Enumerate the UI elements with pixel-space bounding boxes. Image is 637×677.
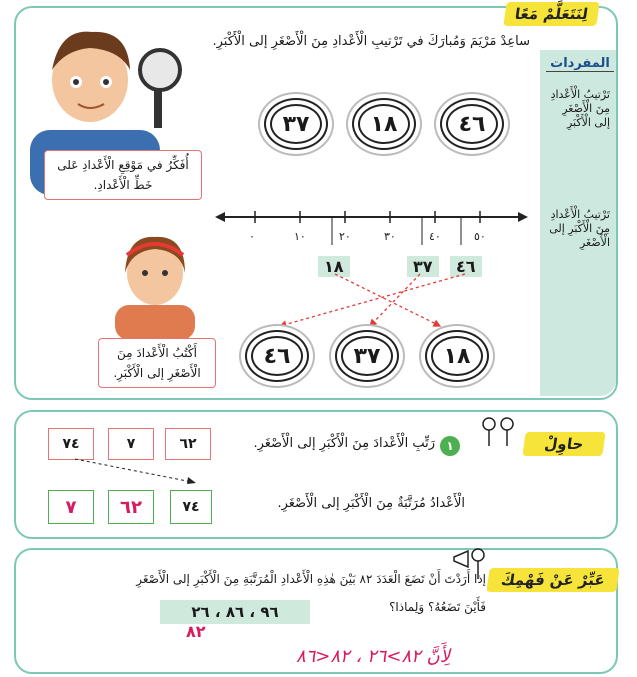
girl-thinking-illustration	[105, 225, 205, 340]
bottom-circle-1: ١٨	[425, 330, 489, 382]
answer-box-2: ٦٢	[108, 490, 154, 524]
question-badge: ١	[440, 436, 460, 456]
mapping-arrows	[260, 270, 490, 330]
try-arrow	[70, 456, 200, 486]
handwritten-answer: لِأَنَّ ٨٢>٢٦ ، ٨٢<٨٦	[295, 646, 450, 667]
girl-thought-note: أَكْتُبُ الْأَعْدادَ مِنَ الْأَصْغَرِ إلى الْأَكْبَرِ.	[98, 338, 216, 388]
express-question: إذا أَرَدْتَ أَنْ تَضَعَ الْعَدَدَ ٨٢ بَيْنَ هٰذِهِ الْأَعْدادِ الْمُرَتَّبَةِ مِنَ الْأَكْبَرِ إلى الْأَصْغَرِ	[136, 572, 486, 586]
given-number-74: ٧٤	[48, 428, 94, 460]
tick-label-0: ٠	[249, 230, 255, 243]
express-question-2: فَأَيْنَ تَضَعُهُ؟ وَلِماذا؟	[389, 600, 486, 614]
answer-box-1: ٧٤	[170, 490, 212, 524]
vocabulary-title: المفردات	[546, 56, 614, 72]
line-tag-18: ١٨	[318, 256, 350, 277]
two-kids-icon	[478, 414, 518, 454]
given-number-7: ٧	[108, 428, 154, 460]
try-question: رَتِّبِ الْأَعْدادَ مِنَ الْأَكْبَرِ إلى الْأَصْغَرِ.	[253, 436, 435, 451]
answer-box-3: ٧	[48, 490, 94, 524]
express-numbers: ٩٦ ، ٨٦ ، ٢٦	[160, 600, 310, 624]
top-circle-1: ٤٦	[440, 98, 504, 150]
top-circle-3: ٣٧	[264, 98, 328, 150]
tick-label-50: ٥٠	[474, 230, 486, 243]
express-banner: عَبِّرْ عَنْ فَهْمِكَ	[486, 568, 619, 592]
line-tag-46: ٤٦	[450, 256, 482, 277]
learn-together-banner: لِنَتَعَلَّمْ مَعًا	[503, 2, 599, 26]
tick-label-20: ٢٠	[339, 230, 351, 243]
vocab-item-1: تَرْتيبُ الْأَعْدادِ مِنَ الْأَصْغَرِ إلى الْأَكْبَرِ	[550, 88, 610, 129]
tick-label-10: ١٠	[294, 230, 306, 243]
tick-label-30: ٣٠	[384, 230, 396, 243]
instruction-text: ساعِدْ مَرْيَمَ وَمُبارَكَ في تَرْتيبِ الْأَعْدادِ مِنَ الْأَصْغَرِ إلى الْأَكْبَرِ.	[212, 34, 530, 49]
given-number-62: ٦٢	[165, 428, 211, 460]
top-circle-2: ١٨	[352, 98, 416, 150]
line-tag-37: ٣٧	[407, 256, 439, 277]
answer-label: الْأَعْدادُ مُرَتَّبَةٌ مِنَ الْأَكْبَرِ إلى الْأَصْغَرِ.	[277, 496, 465, 511]
vocab-item-2: تَرْتيبُ الْأَعْدادِ مِنَ الْأَكْبَرِ إلى الْأَصْغَرِ	[549, 208, 610, 249]
handwritten-insert: ٨٢	[186, 622, 206, 641]
bottom-circle-2: ٣٧	[335, 330, 399, 382]
tick-label-40: ٤٠	[429, 230, 441, 243]
boy-thought-note: أُفَكِّرُ في مَوْقِعِ الْأَعْدادِ عَلى خَطِّ الْأَعْدادِ.	[44, 150, 202, 200]
try-banner: حاوِلْ	[522, 432, 605, 456]
bottom-circle-3: ٤٦	[245, 330, 309, 382]
